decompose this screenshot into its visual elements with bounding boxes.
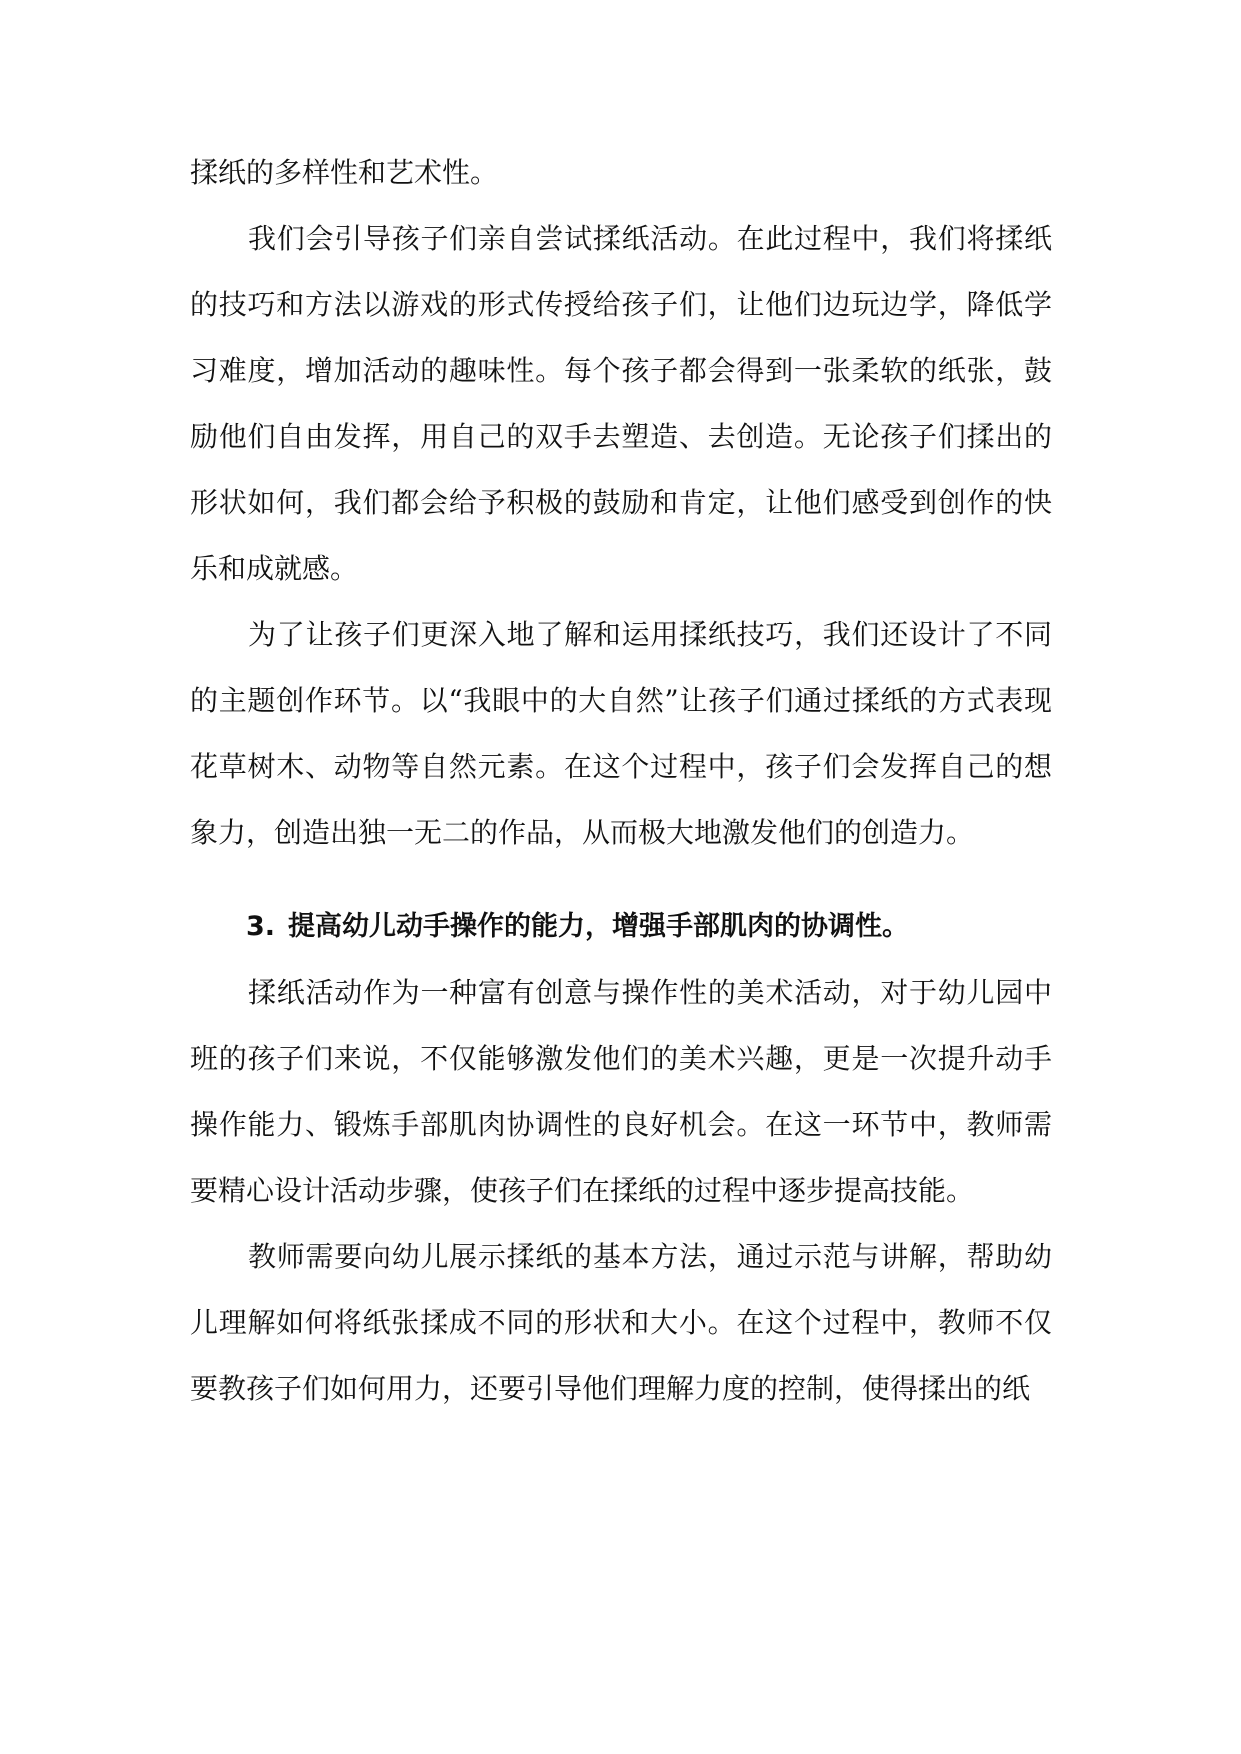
- section-number: 3.: [246, 911, 276, 942]
- document-body: [190, 140, 1052, 1422]
- paragraph: 教师需要向幼儿展示揉纸的基本方法，通过示范与讲解，帮助幼儿理解如何将纸张揉成不同的形状和大小。在这个过程中，教师不仅要教孩子们如何用力，还要引导他们理解力度的控制，使得揉出的纸: [190, 1240, 1052, 1405]
- paragraph: 揉纸活动作为一种富有创意与操作性的美术活动，对于幼儿园中班的孩子们来说，不仅能够激发他们的美术兴趣，更是一次提升动手操作能力、锻炼手部肌肉协调性的良好机会。在这一环节中，教师需要精心设计活动步骤，使孩子们在揉纸的过程中逐步提高技能。: [190, 976, 1052, 1207]
- paragraph: 我们会引导孩子们亲自尝试揉纸活动。在此过程中，我们将揉纸的技巧和方法以游戏的形式传授给孩子们，让他们边玩边学，降低学习难度，增加活动的趣味性。每个孩子都会得到一张柔软的纸张，鼓励他们自由发挥，用自己的双手去塑造、去创造。无论孩子们揉出的形状如何，我们都会给予积极的鼓励和肯定，让他们感受到创作的快乐和成就感。: [190, 222, 1052, 585]
- section-heading: [190, 894, 1052, 960]
- section-title: 提高幼儿动手操作的能力，增强手部肌肉的协调性。: [288, 911, 909, 942]
- paragraph-continuation: 揉纸的多样性和艺术性。: [190, 156, 499, 189]
- paragraph: 为了让孩子们更深入地了解和运用揉纸技巧，我们还设计了不同的主题创作环节。以“我眼中的大自然”让孩子们通过揉纸的方式表现花草树木、动物等自然元素。在这个过程中，孩子们会发挥自己的想象力，创造出独一无二的作品，从而极大地激发他们的创造力。: [190, 618, 1052, 849]
